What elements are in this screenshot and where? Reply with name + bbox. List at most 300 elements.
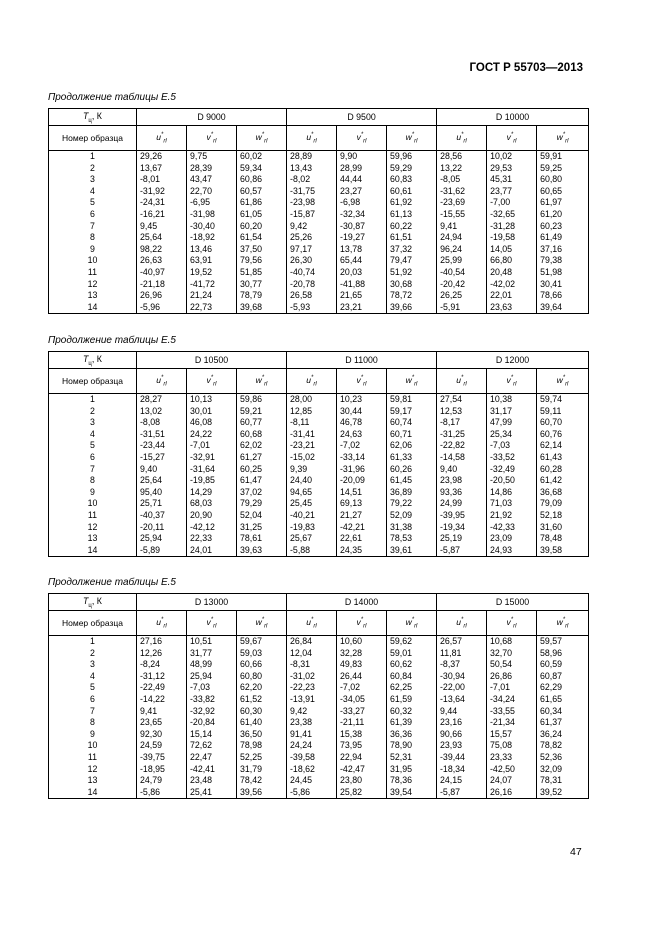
illuminant-group-header: D 15000: [437, 594, 589, 611]
table-cell-value: -32,34: [340, 208, 365, 219]
table-cell-value: -31,12: [140, 670, 165, 681]
table-cell-value: 14,05: [490, 243, 513, 254]
table-cell-value: 60,32: [390, 705, 413, 716]
table-cell-value: 79,38: [540, 255, 563, 266]
sample-number: 1: [90, 394, 95, 404]
table-cell-value: 59,57: [540, 636, 563, 646]
sample-number: 11: [87, 509, 98, 520]
table-cell-value: 79,56: [240, 255, 263, 266]
table-cell-value: 15,14: [190, 728, 213, 739]
table-cell-value: 21,24: [190, 290, 213, 301]
coordinate-star: *: [562, 374, 566, 381]
table-cell-value: 13,43: [290, 162, 313, 173]
table-cell-value: 60,23: [540, 220, 563, 231]
table-cell-value: 24,01: [190, 544, 213, 555]
coordinate-subscript: rl: [163, 381, 167, 388]
coordinate-letter: u: [156, 131, 162, 142]
coordinate-star: *: [261, 374, 265, 381]
table-cell-value: 61,33: [390, 451, 413, 462]
table-cell-value: -20,09: [340, 475, 365, 486]
table-cell-value: 36,24: [540, 728, 563, 739]
table-cell-value: 27,54: [440, 394, 463, 404]
value-column: [137, 151, 187, 314]
coordinate-v-header: [337, 369, 387, 394]
table-cell-value: 61,13: [390, 208, 413, 219]
table-cell-value: 37,02: [240, 486, 263, 497]
value-column: [137, 394, 187, 557]
table-cell-value: 60,71: [390, 428, 413, 439]
table-cell-value: 62,06: [390, 440, 413, 451]
table-cell-value: 60,65: [540, 185, 563, 196]
coordinate-star: *: [562, 616, 566, 623]
table-cell-value: 95,40: [140, 486, 163, 497]
table-cell-value: 26,63: [140, 255, 163, 266]
table-cell-value: -5,88: [290, 544, 311, 555]
table-cell-value: 9,42: [290, 705, 308, 716]
table-cell-value: 60,86: [240, 174, 263, 185]
sample-number: 3: [90, 417, 95, 428]
table-cell-value: 13,46: [190, 243, 213, 254]
table-cell-value: 24,59: [140, 740, 163, 751]
table-cell-value: 23,65: [140, 717, 163, 728]
table-cell-value: 39,52: [540, 786, 563, 797]
sample-number: 7: [90, 220, 95, 231]
table-cell-value: -42,50: [490, 763, 515, 774]
table-cell-value: 28,27: [140, 394, 163, 404]
table-cell-value: 20,48: [490, 266, 513, 277]
illuminant-group-header: D 14000: [287, 594, 437, 611]
coordinate-star: *: [161, 374, 164, 381]
table-cell-value: 94,65: [290, 486, 313, 497]
sample-number: 5: [90, 197, 95, 208]
table-cell-value: -39,44: [440, 751, 465, 762]
coordinate-v-header: [187, 369, 237, 394]
table-cell-value: 43,47: [190, 174, 213, 185]
table-cell-value: 51,92: [390, 266, 413, 277]
table-cell-value: 78,48: [540, 533, 563, 544]
coordinate-v-header: [487, 611, 537, 636]
coordinate-letter: u: [156, 616, 162, 627]
table-cell-value: 31,38: [390, 521, 413, 532]
sample-number: 2: [90, 647, 95, 658]
table-cell-value: -41,72: [190, 278, 215, 289]
table-cell-value: 24,40: [290, 475, 313, 486]
table-cell-value: -23,98: [290, 197, 315, 208]
sample-number: 5: [90, 440, 95, 451]
coordinate-star: *: [261, 616, 265, 623]
table-cell-value: 13,02: [140, 405, 163, 416]
coordinate-star: *: [261, 131, 265, 138]
table-cell-value: 52,09: [390, 509, 413, 520]
table-cell-value: 26,84: [290, 636, 313, 646]
table-cell-value: 49,83: [340, 659, 363, 670]
coordinate-subscript: rl: [313, 381, 317, 388]
table-cell-value: -15,02: [290, 451, 315, 462]
coordinate-subscript: rl: [565, 381, 569, 388]
table-cell-value: 24,24: [290, 740, 313, 751]
table-cell-value: 59,67: [240, 636, 263, 646]
table-cell-value: 39,58: [540, 544, 563, 555]
coordinate-letter: v: [356, 616, 361, 627]
table-cell-value: 29,53: [490, 162, 513, 173]
table-cell-value: 25,67: [290, 533, 313, 544]
coordinate-star: *: [360, 131, 364, 138]
table-cell-value: 52,18: [540, 509, 563, 520]
table-cell-value: -6,98: [340, 197, 361, 208]
table-cell-value: 14,29: [190, 486, 213, 497]
coordinate-subscript: rl: [313, 138, 317, 145]
coordinate-w-header: [237, 611, 287, 636]
table-cell-value: 9,90: [340, 151, 358, 161]
coordinate-letter: v: [206, 616, 211, 627]
coordinate-star: *: [311, 374, 314, 381]
table-cell-value: 26,86: [490, 670, 513, 681]
table-cell-value: 23,16: [440, 717, 463, 728]
table-cell-value: -31,25: [440, 428, 465, 439]
coordinate-letter: u: [156, 374, 162, 385]
table-cell-value: 12,53: [440, 405, 463, 416]
table-cell-value: 10,13: [190, 394, 213, 404]
table-cell-value: 61,40: [240, 717, 263, 728]
coordinate-w-header: [537, 126, 589, 151]
table-cell-value: 9,39: [290, 463, 308, 474]
table-cell-value: 39,66: [390, 301, 413, 312]
table-cell-value: 73,95: [340, 740, 363, 751]
table-cell-value: 24,94: [440, 232, 463, 243]
table-cell-value: 61,59: [390, 693, 413, 704]
table-cell-value: 46,08: [190, 417, 213, 428]
table-cell-value: 52,25: [240, 751, 263, 762]
table-cell-value: -39,75: [140, 751, 165, 762]
table-cell-value: 22,73: [190, 301, 213, 312]
table-cell-value: 92,30: [140, 728, 163, 739]
table-cell-value: -20,42: [440, 278, 466, 289]
illuminant-group-header: D 12000: [437, 352, 589, 369]
value-column: [487, 151, 537, 314]
coordinate-subscript: rl: [313, 623, 317, 630]
temperature-header: [49, 352, 137, 369]
table-cell-value: 32,09: [540, 763, 563, 774]
table-cell-value: 9,45: [140, 220, 158, 231]
table-cell-value: 96,24: [440, 243, 463, 254]
table-cell-value: 20,90: [190, 509, 213, 520]
table-cell-value: 24,15: [440, 775, 463, 786]
table-cell-value: 25,82: [340, 786, 363, 797]
table-cell-value: -8,37: [440, 659, 461, 670]
sample-number: 14: [87, 786, 98, 797]
coordinate-star: *: [510, 616, 514, 623]
coordinate-star: *: [510, 131, 514, 138]
table-cell-value: 62,14: [540, 440, 563, 451]
table-cell-value: -40,21: [290, 509, 315, 520]
coordinate-subscript: rl: [363, 381, 367, 388]
table-cell-value: -23,44: [140, 440, 165, 451]
coordinate-letter: w: [255, 374, 262, 385]
table-cell-value: 59,17: [390, 405, 413, 416]
table-cell-value: -31,41: [290, 428, 315, 439]
table-cell-value: 37,50: [240, 243, 263, 254]
table-cell-value: 78,36: [390, 775, 413, 786]
value-column: [537, 394, 589, 557]
table-cell-value: 21,27: [340, 509, 363, 520]
sample-number: 7: [90, 705, 95, 716]
value-column: [287, 394, 337, 557]
table-cell-value: 98,22: [140, 243, 163, 254]
table-cell-value: -20,11: [140, 521, 165, 532]
table-cell-value: 61,92: [390, 197, 413, 208]
table-cell-value: 30,77: [240, 278, 263, 289]
coordinate-star: *: [461, 616, 464, 623]
table-cell-value: 25,41: [190, 786, 213, 797]
table-cell-value: -22,82: [440, 440, 465, 451]
coordinate-w-header: [387, 369, 437, 394]
table-cell-value: 72,62: [190, 740, 213, 751]
table-cell-value: 51,85: [240, 266, 263, 277]
table-cell-value: 39,63: [240, 544, 263, 555]
table-cell-value: 19,52: [190, 266, 213, 277]
table-cell-value: -40,74: [290, 266, 315, 277]
table-cell-value: -5,91: [440, 301, 461, 312]
table-cell-value: 15,57: [490, 728, 513, 739]
illuminant-group-header: D 9000: [137, 109, 287, 126]
table-cell-value: 66,80: [490, 255, 513, 266]
coordinate-letter: v: [506, 616, 511, 627]
table-cell-value: -31,75: [290, 185, 315, 196]
table-cell-value: 26,58: [290, 290, 313, 301]
value-column: [237, 636, 287, 799]
coordinate-letter: w: [556, 374, 563, 385]
table-cell-value: 78,31: [540, 775, 563, 786]
table-cell-value: 28,89: [290, 151, 313, 161]
table-cell-value: 39,54: [390, 786, 413, 797]
table-cell-value: -31,92: [140, 185, 165, 196]
table-cell-value: 60,80: [540, 174, 563, 185]
table-cell-value: 45,31: [490, 174, 513, 185]
page-number: 47: [570, 846, 582, 858]
sample-number: 8: [90, 475, 95, 486]
temperature-subscript: ц: [88, 117, 92, 124]
sample-number: 1: [90, 636, 95, 646]
table-cell-value: 10,60: [340, 636, 363, 646]
value-column: [237, 394, 287, 557]
coordinate-star: *: [311, 616, 314, 623]
table-cell-value: -34,24: [490, 693, 515, 704]
coordinate-w-header: [237, 126, 287, 151]
table-cell-value: 59,86: [240, 394, 263, 404]
temperature-unit: , К: [91, 110, 102, 121]
table-cell-value: 59,34: [240, 162, 263, 173]
temperature-symbol: T: [83, 353, 89, 364]
illuminant-group-header: D 11000: [287, 352, 437, 369]
table-cell-value: 60,20: [240, 220, 263, 231]
table-cell-value: 39,64: [540, 301, 563, 312]
sample-number: 14: [87, 544, 98, 555]
coordinate-subscript: rl: [565, 623, 569, 630]
table-cell-value: 26,25: [440, 290, 463, 301]
table-cell-value: 25,19: [440, 533, 463, 544]
table-cell-value: 61,86: [240, 197, 263, 208]
table-cell-value: 60,83: [390, 174, 413, 185]
table-cell-value: 93,36: [440, 486, 463, 497]
table-cell-value: 60,30: [240, 705, 263, 716]
coordinate-w-header: [237, 369, 287, 394]
table-cell-value: -8,05: [440, 174, 461, 185]
coordinate-subscript: rl: [163, 623, 167, 630]
table-cell-value: -8,02: [290, 174, 311, 185]
table-cell-value: -8,08: [140, 417, 161, 428]
coordinate-letter: u: [456, 374, 462, 385]
table-cell-value: -33,27: [340, 705, 365, 716]
table-cell-value: 61,37: [540, 717, 563, 728]
table-cell-value: 60,66: [240, 659, 263, 670]
table-cell-value: 23,38: [290, 717, 313, 728]
table-cell-value: 79,29: [240, 498, 263, 509]
table-cell-value: 59,25: [540, 162, 563, 173]
table-cell-value: 22,70: [190, 185, 213, 196]
table-cell-value: -15,55: [440, 208, 466, 219]
sample-number: 6: [90, 208, 95, 219]
sample-number: 9: [90, 486, 95, 497]
table-cell-value: 36,68: [540, 486, 563, 497]
coordinate-letter: w: [405, 616, 412, 627]
table-cell-value: -20,50: [490, 475, 515, 486]
table-cell-value: -32,92: [190, 705, 215, 716]
table-cell-value: 30,41: [540, 278, 563, 289]
sample-number: 1: [90, 151, 95, 161]
coordinate-v-header: [487, 126, 537, 151]
table-cell-value: 61,45: [390, 475, 413, 486]
table-cell-value: 24,99: [440, 498, 463, 509]
sample-number: 13: [87, 775, 98, 786]
sample-number-header: Номер образца: [49, 126, 137, 151]
sample-number-column: [49, 394, 137, 557]
table-cell-value: 25,64: [140, 475, 163, 486]
coordinate-star: *: [411, 374, 415, 381]
coordinate-subscript: rl: [363, 138, 367, 145]
temperature-subscript: ц: [88, 602, 92, 609]
table-cell-value: -13,64: [440, 693, 465, 704]
table-cell-value: -19,27: [340, 232, 365, 243]
coordinate-star: *: [510, 374, 514, 381]
sample-number-column: [49, 636, 137, 799]
table-caption: Продолжение таблицы Е.5: [48, 577, 176, 588]
table-cell-value: 52,04: [240, 509, 263, 520]
sample-number-column: [49, 151, 137, 314]
temperature-header: [49, 594, 137, 611]
table-cell-value: 60,84: [390, 670, 413, 681]
table-cell-value: 60,68: [240, 428, 263, 439]
table-cell-value: 62,25: [390, 682, 413, 693]
table-cell-value: -33,14: [340, 451, 365, 462]
table-cell-value: 29,26: [140, 151, 163, 161]
table-cell-value: 69,13: [340, 498, 363, 509]
table-cell-value: 52,36: [540, 751, 563, 762]
table-cell-value: -33,82: [190, 693, 215, 704]
table-cell-value: -31,02: [290, 670, 315, 681]
table-cell-value: 39,56: [240, 786, 263, 797]
table-cell-value: -18,92: [190, 232, 215, 243]
table-cell-value: 23,21: [340, 301, 363, 312]
table-cell-value: -31,51: [140, 428, 165, 439]
coordinate-star: *: [360, 374, 364, 381]
temperature-symbol: T: [83, 110, 89, 121]
table-cell-value: 10,51: [190, 636, 213, 646]
table-cell-value: 21,92: [490, 509, 513, 520]
sample-number: 10: [87, 498, 98, 509]
sample-number: 9: [90, 243, 95, 254]
table-cell-value: 59,03: [240, 647, 263, 658]
table-cell-value: 97,17: [290, 243, 313, 254]
table-cell-value: 26,96: [140, 290, 163, 301]
table-cell-value: 62,20: [240, 682, 263, 693]
coordinate-w-header: [387, 611, 437, 636]
sample-number: 14: [87, 301, 98, 312]
coordinate-u-header: [437, 126, 487, 151]
table-cell-value: 23,80: [340, 775, 363, 786]
table-cell-value: 10,23: [340, 394, 363, 404]
table-cell-value: -20,78: [290, 278, 315, 289]
table-cell-value: 60,70: [540, 417, 563, 428]
coordinate-subscript: rl: [264, 138, 268, 145]
coordinate-letter: v: [506, 374, 511, 385]
value-column: [487, 394, 537, 557]
value-column: [437, 394, 487, 557]
table-cell-value: 78,98: [240, 740, 263, 751]
table-cell-value: 78,42: [240, 775, 263, 786]
sample-number: 13: [87, 290, 98, 301]
table-cell-value: 24,45: [290, 775, 313, 786]
value-column: [437, 151, 487, 314]
coordinate-subscript: rl: [513, 381, 517, 388]
table-cell-value: -21,34: [490, 717, 515, 728]
table-cell-value: 9,41: [440, 220, 458, 231]
table-cell-value: 10,38: [490, 394, 513, 404]
table-cell-value: 39,68: [240, 301, 263, 312]
table-cell-value: 61,54: [240, 232, 263, 243]
table-cell-value: 71,03: [490, 498, 513, 509]
table-cell-value: 59,29: [390, 162, 413, 173]
sample-number: 8: [90, 232, 95, 243]
table-cell-value: -40,54: [440, 266, 466, 277]
table-cell-value: 60,57: [240, 185, 263, 196]
coordinate-star: *: [311, 131, 314, 138]
value-column: [387, 394, 437, 557]
table-cell-value: 50,54: [490, 659, 513, 670]
table-cell-value: -30,40: [190, 220, 215, 231]
value-column: [237, 151, 287, 314]
table-cell-value: 60,77: [240, 417, 263, 428]
table-cell-value: 21,65: [340, 290, 363, 301]
table-cell-value: 65,44: [340, 255, 363, 266]
table-cell-value: -19,83: [290, 521, 315, 532]
table-cell-value: -41,88: [340, 278, 365, 289]
table-cell-value: -42,21: [340, 521, 365, 532]
table-cell-value: 61,51: [390, 232, 413, 243]
table-cell-value: 26,16: [490, 786, 513, 797]
table-cell-value: -33,52: [490, 451, 515, 462]
table-cell-value: 62,29: [540, 682, 563, 693]
table-cell-value: 9,40: [140, 463, 158, 474]
coordinate-subscript: rl: [463, 381, 467, 388]
sample-number: 6: [90, 451, 95, 462]
table-cell-value: -31,64: [190, 463, 215, 474]
coordinate-star: *: [461, 131, 464, 138]
coordinate-subscript: rl: [513, 138, 517, 145]
table-cell-value: 11,81: [440, 647, 462, 658]
coordinate-letter: w: [405, 131, 412, 142]
coordinate-letter: w: [255, 616, 262, 627]
illuminant-group-header: D 13000: [137, 594, 287, 611]
